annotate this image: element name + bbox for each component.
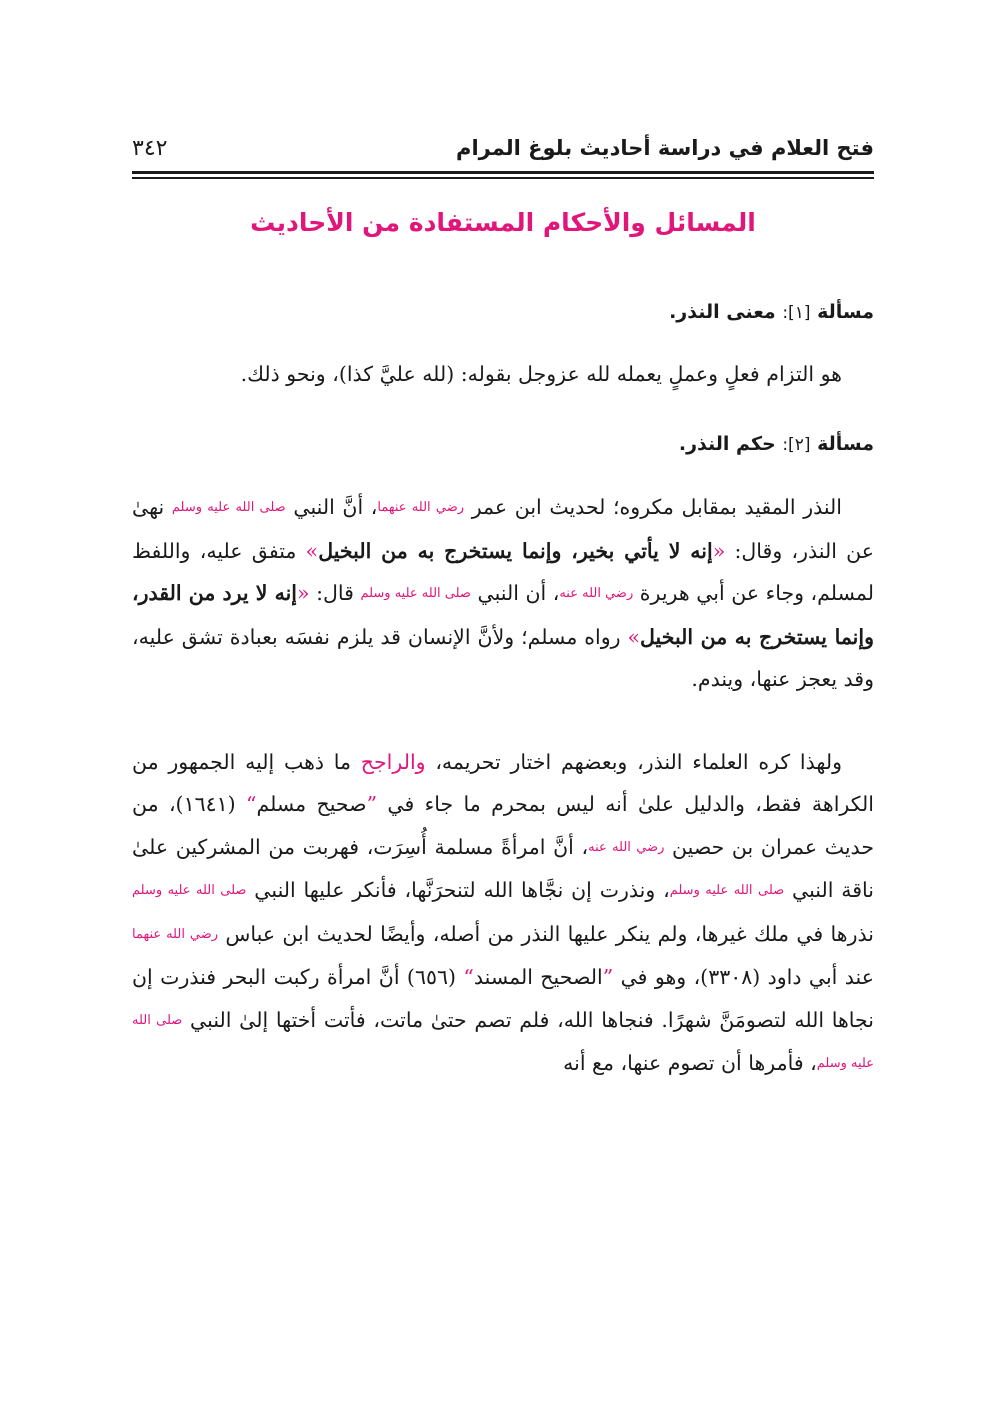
- book-title: فتح العلام في دراسة أحاديث بلوغ المرام: [456, 136, 874, 160]
- honorific-mark: صلى الله عليه وسلم: [669, 883, 785, 898]
- header-rule-thin: [132, 177, 874, 179]
- hadith-text: إنه لا يرد من القدر، وإنما يستخرج به من البخيل: [132, 581, 874, 649]
- text-segment: قال:: [316, 581, 354, 605]
- text-segment: ، ونذرت إن نجَّاها الله لتنحرَنَّها، فأنكر عليها النبي: [254, 878, 670, 902]
- text-segment: ، أن النبي: [477, 581, 560, 605]
- issue-2-label: مسألة: [817, 433, 874, 455]
- text-segment: ولهذا كره العلماء النذر، وبعضهم اختار تحريمه،: [435, 749, 842, 774]
- header-rule-thick: [132, 171, 874, 174]
- honorific-mark: صلى الله عليه وسلم: [360, 586, 471, 601]
- issue-1-number: [١]:: [782, 303, 811, 323]
- page-content: [132, 290, 874, 1086]
- page-number: ٣٤٢: [132, 135, 168, 161]
- quote-mark-close: “: [245, 792, 257, 816]
- quote-mark-open: «: [296, 581, 310, 605]
- quote-mark-close: “: [463, 965, 474, 989]
- text-segment: (١٦٤١)، من حديث عمران بن حصين: [132, 792, 874, 859]
- text-segment: رواه مسلم؛ ولأنَّ الإنسان قد يلزم نفسَه بعبادة تشق عليه، وقد يعجز عنها، ويندم.: [132, 624, 874, 691]
- paragraph-evidence: [132, 741, 874, 1086]
- honorific-mark: رضي الله عنهما: [132, 926, 219, 942]
- text-segment: ، فأمرها أن تصوم عنها، مع أنه: [563, 1051, 817, 1075]
- quote-mark-open: ”: [366, 792, 378, 816]
- source-title: صحيح مسلم: [256, 792, 367, 816]
- section-heading: المسائل والأحكام المستفادة من الأحاديث: [250, 208, 756, 237]
- hadith-text: إنه لا يأتي بخير، وإنما يستخرج به من البخيل: [318, 538, 713, 563]
- text-segment: (٦٥٦) أنَّ امرأة ركبت البحر فنذرت إن نجاها الله لتصومَنَّ شهرًا. فنجاها الله، فلم تصم حتىٰ ماتت، فأتت أختها إلىٰ النبي: [132, 965, 874, 1032]
- issue-1-label: مسألة: [817, 301, 874, 323]
- quote-mark-close: »: [627, 624, 640, 649]
- source-title: الصحيح المسند: [473, 965, 603, 989]
- text-segment: ما ذهب إليه الجمهور من الكراهة فقط، والدليل علىٰ أنه ليس بمحرم ما جاء في: [132, 749, 874, 816]
- quote-mark-open: «: [712, 538, 726, 563]
- issue-2-number: [٢]:: [782, 435, 811, 455]
- text-segment: نهىٰ عن النذر، وقال:: [132, 495, 874, 563]
- text-segment: نذرها في ملك غيرها، ولم ينكر عليها النذر من أصله، وأيضًا لحديث ابن عباس: [225, 921, 874, 946]
- honorific-mark: رضي الله عنه: [559, 586, 634, 601]
- text-segment: عند أبي داود (٣٣٠٨)، وهو في: [620, 965, 874, 989]
- paragraph-ruling: [132, 486, 874, 701]
- honorific-mark: رضي الله عنه: [588, 839, 665, 855]
- text-segment: النذر المقيد بمقابل مكروه؛ لحديث ابن عمر: [471, 495, 842, 519]
- running-header: [132, 128, 874, 168]
- honorific-mark: صلى الله عليه وسلم: [132, 883, 247, 898]
- honorific-mark: صلى الله عليه وسلم: [132, 1012, 874, 1071]
- issue-1-title: معنى النذر.: [669, 301, 776, 323]
- text-segment: متفق عليه، واللفظ لمسلم، وجاء عن أبي هريرة: [132, 538, 874, 605]
- issue-2-heading: [132, 422, 874, 466]
- text-segment: ، أنَّ النبي: [293, 495, 378, 519]
- quote-mark-open: ”: [602, 965, 614, 989]
- issue-2-title: حكم النذر.: [678, 433, 776, 455]
- honorific-mark: رضي الله عنهما: [377, 500, 465, 515]
- text-segment: ، أنَّ امرأةً مسلمة أُسِرَت، فهربت من المشركين علىٰ ناقة النبي: [132, 834, 874, 902]
- honorific-mark: صلى الله عليه وسلم: [171, 500, 286, 515]
- issue-1-heading: [132, 290, 874, 334]
- rajih-term: والراجح: [360, 749, 426, 774]
- issue-1-text: هو التزام فعلٍ وعملٍ يعمله لله عزوجل بقوله: (لله عليَّ كذا)، ونحو ذلك.: [240, 362, 842, 386]
- quote-mark-close: »: [305, 538, 319, 563]
